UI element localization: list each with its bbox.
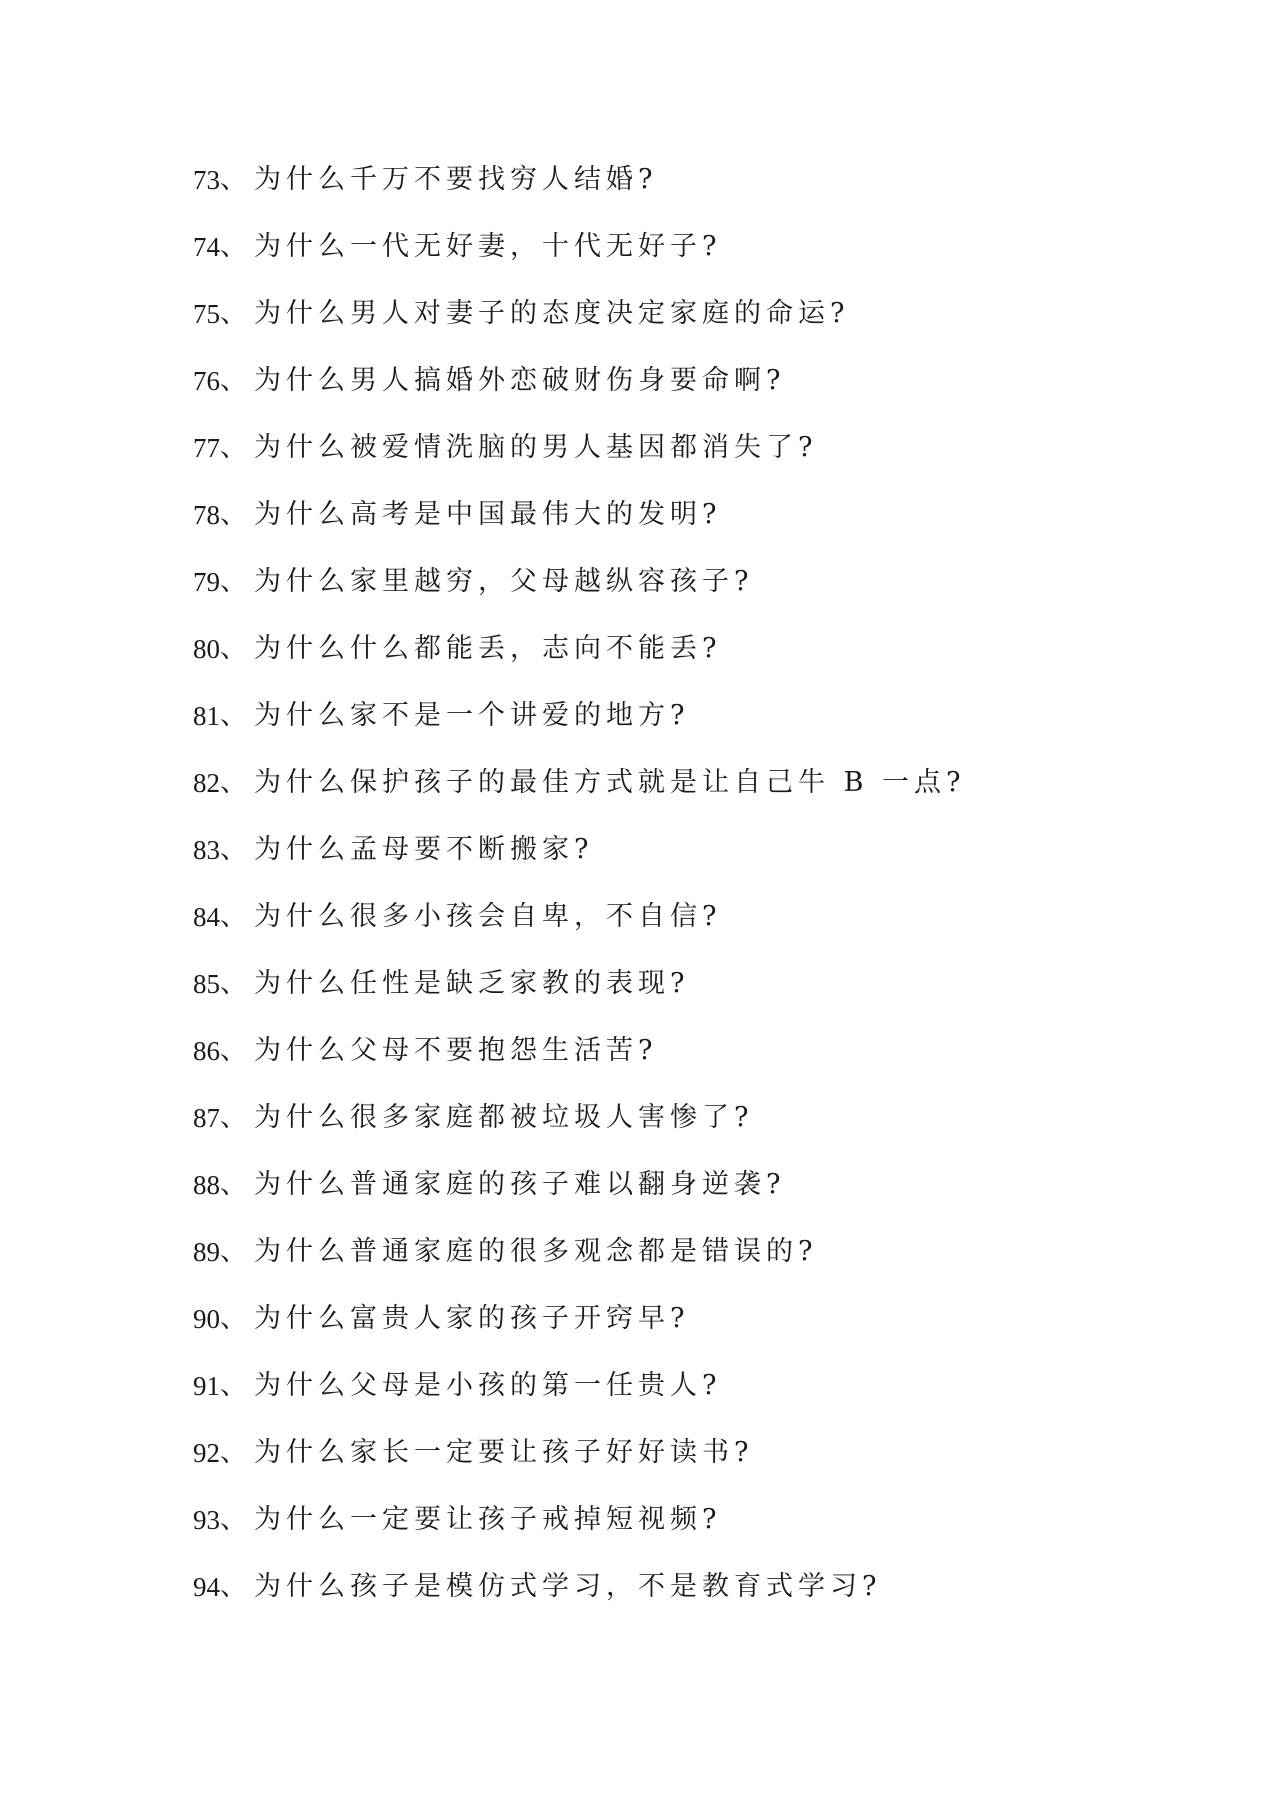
list-item	[193, 830, 965, 897]
list-item	[193, 1366, 965, 1433]
list-item	[193, 227, 965, 294]
question-separator: 、	[220, 834, 249, 865]
question-text: 为什么被爱情洗脑的男人基因都消失了?	[254, 432, 818, 463]
question-list	[193, 160, 965, 1634]
question-number: 83	[193, 835, 220, 865]
question-separator: 、	[220, 968, 249, 999]
question-separator: 、	[220, 499, 249, 530]
list-item	[193, 160, 965, 227]
question-text: 为什么富贵人家的孩子开窍早?	[254, 1303, 690, 1334]
list-item	[193, 1165, 965, 1232]
question-number: 87	[193, 1103, 220, 1133]
question-separator: 、	[220, 231, 249, 262]
question-number: 78	[193, 500, 220, 530]
list-item	[193, 294, 965, 361]
question-text: 为什么保护孩子的最佳方式就是让自己牛 B 一点?	[254, 767, 966, 798]
question-number: 94	[193, 1572, 220, 1602]
question-number: 93	[193, 1505, 220, 1535]
list-item	[193, 428, 965, 495]
question-text: 为什么很多家庭都被垃圾人害惨了?	[254, 1102, 754, 1133]
question-separator: 、	[220, 298, 249, 329]
question-number: 82	[193, 768, 220, 798]
question-number: 84	[193, 902, 220, 932]
question-text: 为什么普通家庭的很多观念都是错误的?	[254, 1236, 818, 1267]
question-text: 为什么男人对妻子的态度决定家庭的命运?	[254, 298, 850, 329]
question-text: 为什么普通家庭的孩子难以翻身逆袭?	[254, 1169, 786, 1200]
question-number: 85	[193, 969, 220, 999]
list-item	[193, 897, 965, 964]
question-separator: 、	[220, 901, 249, 932]
question-number: 76	[193, 366, 220, 396]
question-number: 75	[193, 299, 220, 329]
question-text: 为什么父母是小孩的第一任贵人?	[254, 1370, 722, 1401]
list-item	[193, 696, 965, 763]
question-number: 73	[193, 165, 220, 195]
question-separator: 、	[220, 365, 249, 396]
list-item	[193, 1500, 965, 1567]
list-item	[193, 763, 965, 830]
question-number: 89	[193, 1237, 220, 1267]
question-text: 为什么一代无好妻，十代无好子?	[254, 231, 722, 262]
question-separator: 、	[220, 164, 249, 195]
list-item	[193, 964, 965, 1031]
question-separator: 、	[220, 1437, 249, 1468]
question-separator: 、	[220, 566, 249, 597]
question-separator: 、	[220, 1169, 249, 1200]
list-item	[193, 1232, 965, 1299]
question-text: 为什么孩子是模仿式学习，不是教育式学习?	[254, 1571, 882, 1602]
question-text: 为什么男人搞婚外恋破财伤身要命啊?	[254, 365, 786, 396]
question-separator: 、	[220, 700, 249, 731]
question-separator: 、	[220, 1236, 249, 1267]
question-separator: 、	[220, 1303, 249, 1334]
question-number: 92	[193, 1438, 220, 1468]
question-number: 81	[193, 701, 220, 731]
question-text: 为什么很多小孩会自卑，不自信?	[254, 901, 722, 932]
question-text: 为什么高考是中国最伟大的发明?	[254, 499, 722, 530]
question-text: 为什么一定要让孩子戒掉短视频?	[254, 1504, 722, 1535]
question-text: 为什么什么都能丢，志向不能丢?	[254, 633, 722, 664]
question-separator: 、	[220, 1504, 249, 1535]
list-item	[193, 495, 965, 562]
question-text: 为什么家长一定要让孩子好好读书?	[254, 1437, 754, 1468]
question-text: 为什么父母不要抱怨生活苦?	[254, 1035, 658, 1066]
list-item	[193, 1567, 965, 1634]
list-item	[193, 1299, 965, 1366]
question-number: 79	[193, 567, 220, 597]
question-text: 为什么家里越穷，父母越纵容孩子?	[254, 566, 754, 597]
question-number: 80	[193, 634, 220, 664]
question-separator: 、	[220, 1370, 249, 1401]
question-number: 88	[193, 1170, 220, 1200]
question-number: 74	[193, 232, 220, 262]
question-text: 为什么孟母要不断搬家?	[254, 834, 594, 865]
question-number: 77	[193, 433, 220, 463]
question-separator: 、	[220, 1571, 249, 1602]
list-item	[193, 1098, 965, 1165]
question-separator: 、	[220, 1102, 249, 1133]
list-item	[193, 629, 965, 696]
list-item	[193, 1031, 965, 1098]
question-number: 91	[193, 1371, 220, 1401]
list-item	[193, 361, 965, 428]
question-separator: 、	[220, 432, 249, 463]
question-text: 为什么任性是缺乏家教的表现?	[254, 968, 690, 999]
question-text: 为什么千万不要找穷人结婚?	[254, 164, 658, 195]
question-number: 90	[193, 1304, 220, 1334]
question-separator: 、	[220, 1035, 249, 1066]
list-item	[193, 1433, 965, 1500]
list-item	[193, 562, 965, 629]
question-separator: 、	[220, 633, 249, 664]
question-number: 86	[193, 1036, 220, 1066]
question-separator: 、	[220, 767, 249, 798]
question-text: 为什么家不是一个讲爱的地方?	[254, 700, 690, 731]
